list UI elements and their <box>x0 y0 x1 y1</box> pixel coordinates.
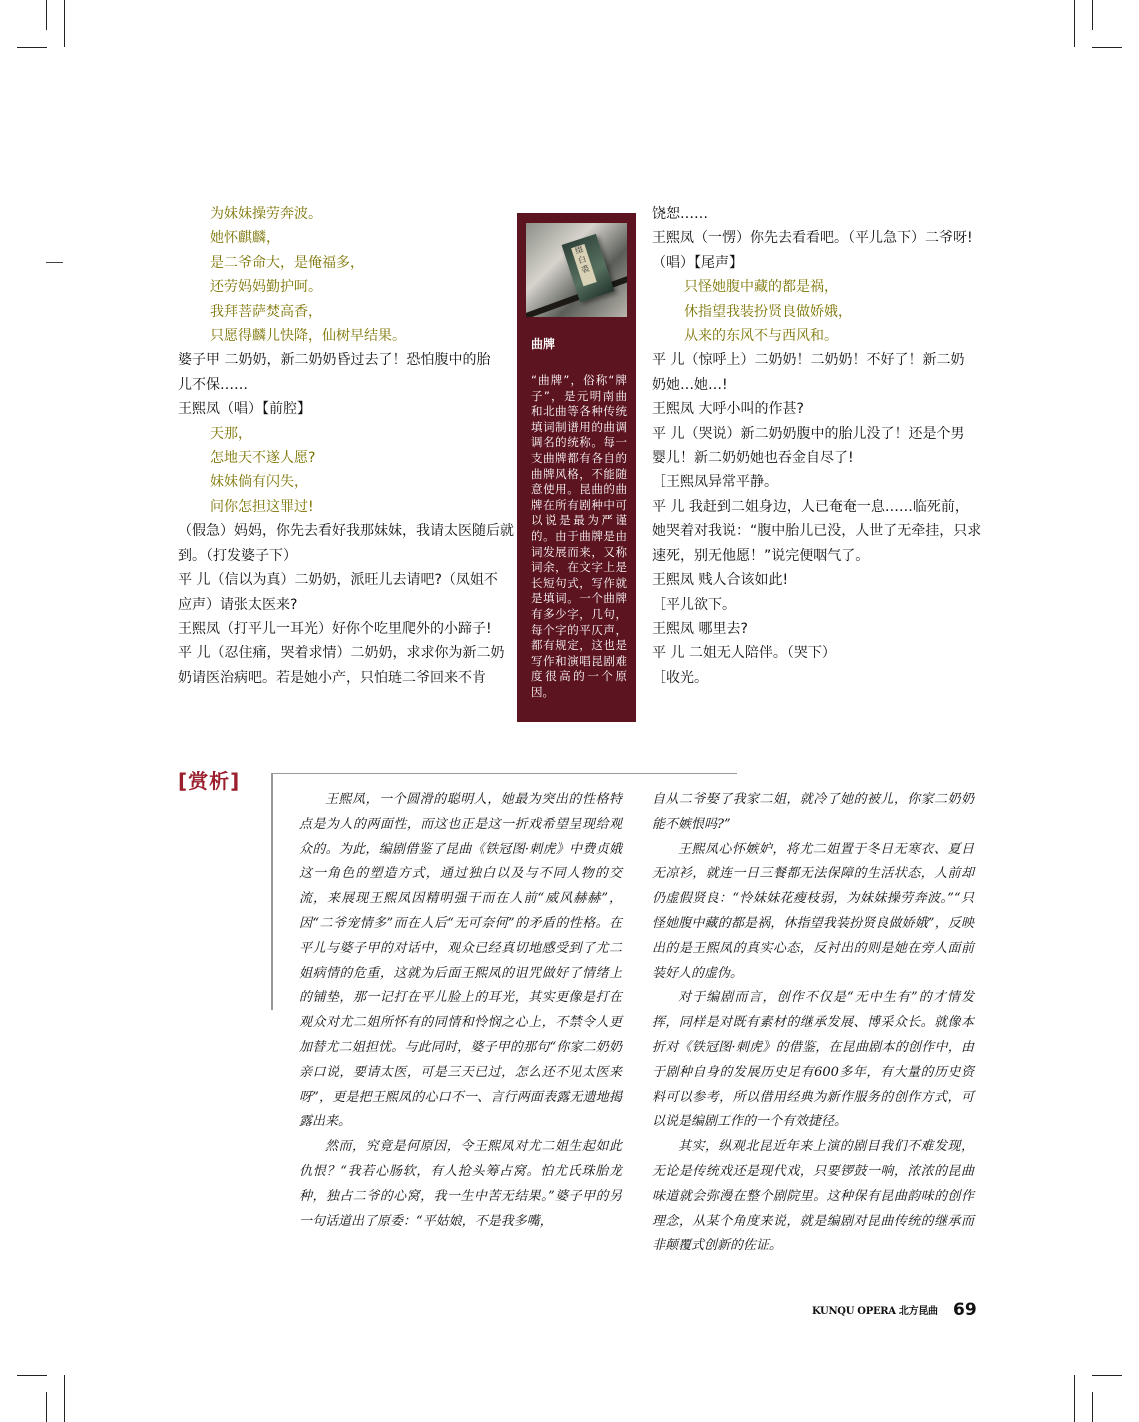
dialogue-line: 王熙凤（唱）【前腔】 <box>178 401 311 418</box>
review-paragraph: 王熙凤心怀嫉妒，将尤二姐置于冬日无寒衣、夏日无凉衫，就连一日三餐都无法保障的生活状态，人前却仍虚假贤良：“怜妹妹花瘦枝弱，为妹妹操劳奔波。”“只怪她腹中藏的都是祸，休指望我装扮贤良做娇娥”，反映出的是王熙凤的真实心态，反衬出的则是她在旁人面前装好人的虚伪。 <box>652 841 974 981</box>
review-paragraph: 自从二爷娶了我家二姐，就冷了她的被儿，你家二奶奶能不嫉恨吗?” <box>652 792 974 832</box>
lyric-line: 只愿得麟儿快降，仙树早结果。 <box>210 328 406 345</box>
dialogue-line: ［王熙凤异常平静。 <box>652 474 778 491</box>
review-paragraph: 王熙凤，一个圆滑的聪明人，她最为突出的性格特点是为人的两面性，而这也正是这一折戏希望呈现给观众的。为此，编剧借鉴了昆曲《铁冠图·刺虎》中费贞娥这一角色的塑造方式，通过独白以及与不同人物的交流，来展现王熙凤因精明强干而在人前“威风赫赫”，因“二爷宠情多”而在人后“无可奈何”的矛盾的性格。在平儿与婆子甲的对话中，观众已经真切地感受到了尤二姐病情的危重，这就为后面王熙凤的诅咒做好了情绪上的铺垫，那一记打在平儿脸上的耳光，其实更像是打在观众对尤二姐所怀有的同情和怜悯之心上，不禁令人更加替尤二姐担忧。与此同时，婆子甲的那句“你家二奶奶亲口说，要请太医，可是三天已过，怎么还不见太医来呀”，更是把王熙凤的心口不一、言行两面表露无遗地揭露出来。 <box>299 792 622 1130</box>
script-column-right <box>652 202 982 690</box>
crop-mark <box>64 0 65 47</box>
dialogue-line: 王熙凤 哪里去? <box>652 620 748 637</box>
review-column-left <box>299 788 622 1234</box>
dialogue-line: ［收光。 <box>652 669 708 686</box>
dialogue-line: 平 儿 我赶到二姐身边，人已奄奄一息……临死前， <box>652 498 969 515</box>
dialogue-line: 平 儿（哭说）新二奶奶腹中的胎儿没了！还是个男 <box>652 425 965 442</box>
lyric-line: 是二爷命大，是俺福多， <box>210 254 364 271</box>
review-rule-vertical <box>271 773 273 1010</box>
dialogue-line: 到。（打发婆子下） <box>178 547 297 564</box>
dialogue-line: 平 儿（信以为真）二奶奶，派旺儿去请吧?（凤姐不 <box>178 572 498 589</box>
sidebar-body: “曲牌”，俗称“牌子”，是元明南曲和北曲等各种传统填词制谱用的曲调调名的统称。每一支曲牌都有各自的曲牌风格，不能随意使用。昆曲的曲牌在所有剧种中可以说是最为严谨的。由于曲牌是由词发展而来，又称词余，在文字上是长短句式，写作就是填词。一个曲牌有多少字，几句，每个字的平仄声，都有规定，这也是写作和演唱昆剧难度很高的一个原因。 <box>531 373 627 699</box>
lyric-line: 还劳妈妈勤护呵。 <box>210 279 322 296</box>
lyric-line: 休指望我装扮贤良做娇娥， <box>684 303 852 320</box>
dialogue-line: 平 儿（忍住痛，哭着求情）二奶奶，求求你为新二奶 <box>178 645 505 662</box>
dialogue-line: 儿不保…… <box>178 376 248 393</box>
book-cover-title: 缀白裘 <box>571 244 597 286</box>
dialogue-line: （唱）【尾声】 <box>652 254 743 271</box>
crop-mark <box>46 0 47 30</box>
review-paragraph: 然而，究竟是何原因，令王熙凤对尤二姐生起如此仇恨？“我若心肠软，有人抢头筹占窝。怕尤氏珠胎龙种，独占二爷的心窝，我一生中苦无结果。”婆子甲的另一句话道出了原委：“平姑娘，不是我多嘴， <box>299 1139 622 1229</box>
dialogue-line: 婆子甲 二奶奶，新二奶奶昏过去了！恐怕腹中的胎 <box>178 352 491 369</box>
book-shape <box>562 234 615 302</box>
dialogue-line: 平 儿 二姐无人陪伴。（哭下） <box>652 645 836 662</box>
qupai-sidebar <box>517 213 636 722</box>
book-photo <box>526 223 627 317</box>
crop-mark <box>17 1375 47 1376</box>
crop-mark <box>1092 1375 1122 1376</box>
dialogue-line: ［平儿欲下。 <box>652 596 736 613</box>
dialogue-line: 王熙凤 大呼小叫的作甚? <box>652 401 804 418</box>
dialogue-line: 奶她…她…! <box>652 376 728 393</box>
crop-mark <box>1074 0 1075 47</box>
lyric-line: 天那， <box>210 425 252 442</box>
dialogue-line: 王熙凤 贱人合该如此! <box>652 572 789 589</box>
review-column-right <box>652 788 974 1259</box>
dialogue-line: （假急）妈妈，你先去看好我那妹妹，我请太医随后就 <box>178 523 514 540</box>
dialogue-line: 速死，别无他愿！”说完便咽气了。 <box>652 547 870 564</box>
review-rule-horizontal <box>271 773 737 774</box>
dialogue-line: 饶恕…… <box>652 206 708 222</box>
lyric-line: 她怀麒麟， <box>210 230 280 247</box>
dialogue-line: 婴儿！新二奶奶她也吞金自尽了! <box>652 450 854 467</box>
crop-mark <box>17 47 47 48</box>
lyric-line: 从来的东风不与西风和。 <box>684 328 838 345</box>
review-paragraph: 其实，纵观北昆近年来上演的剧目我们不难发现，无论是传统戏还是现代戏，只要锣鼓一响，浓浓的昆曲味道就会弥漫在整个剧院里。这种保有昆曲韵味的创作理念，从某个角度来说，就是编剧对昆曲传统的继承而非颠覆式创新的佐证。 <box>652 1139 974 1254</box>
dialogue-line: 奶请医治病吧。若是她小产，只怕琏二爷回来不肯 <box>178 669 486 686</box>
sidebar-title: 曲牌 <box>531 337 556 351</box>
crop-mark <box>64 1375 65 1422</box>
page-number: 69 <box>953 1300 977 1320</box>
dialogue-line: 平 儿（惊呼上）二奶奶！二奶奶！不好了！新二奶 <box>652 352 965 369</box>
dialogue-line: 王熙凤（打平儿一耳光）好你个吃里爬外的小蹄子! <box>178 620 492 637</box>
lyric-line: 只怪她腹中藏的都是祸， <box>684 279 838 296</box>
script-column-left <box>178 202 514 690</box>
crop-mark <box>1074 1375 1075 1422</box>
lyric-line: 怎地天不遂人愿? <box>210 450 316 467</box>
magazine-footer: KUNQU OPERA 北方昆曲 <box>812 1306 938 1317</box>
review-paragraph: 对于编剧而言，创作不仅是“无中生有”的才情发挥，同样是对既有素材的继承发展、博采众长。就像本折对《铁冠图·刺虎》的借鉴，在昆曲剧本的创作中，由于剧种自身的发展历史足有600多年，有大量的历史资料可以参考，所以借用经典为新作服务的创作方式，可以说是编剧工作的一个有效捷径。 <box>652 990 974 1130</box>
dialogue-line: 王熙凤（一愣）你先去看看吧。（平儿急下）二爷呀! <box>652 230 973 247</box>
lyric-line: 妹妹倘有闪失， <box>210 474 308 491</box>
crop-mark <box>1092 1392 1093 1422</box>
review-heading: [赏析] <box>178 769 241 793</box>
lyric-line: 我拜菩萨焚高香， <box>210 303 322 320</box>
crop-mark <box>1092 47 1122 48</box>
dialogue-line: 她哭着对我说：“腹中胎儿已没，人世了无牵挂，只求 <box>652 523 982 540</box>
dialogue-line: 应声）请张太医来? <box>178 596 298 613</box>
lyric-line: 问你怎担这罪过! <box>210 498 314 515</box>
crop-mark <box>46 1392 47 1422</box>
margin-tick <box>46 262 63 263</box>
crop-mark <box>1092 0 1093 30</box>
lyric-line: 为妹妹操劳奔波。 <box>210 206 322 222</box>
